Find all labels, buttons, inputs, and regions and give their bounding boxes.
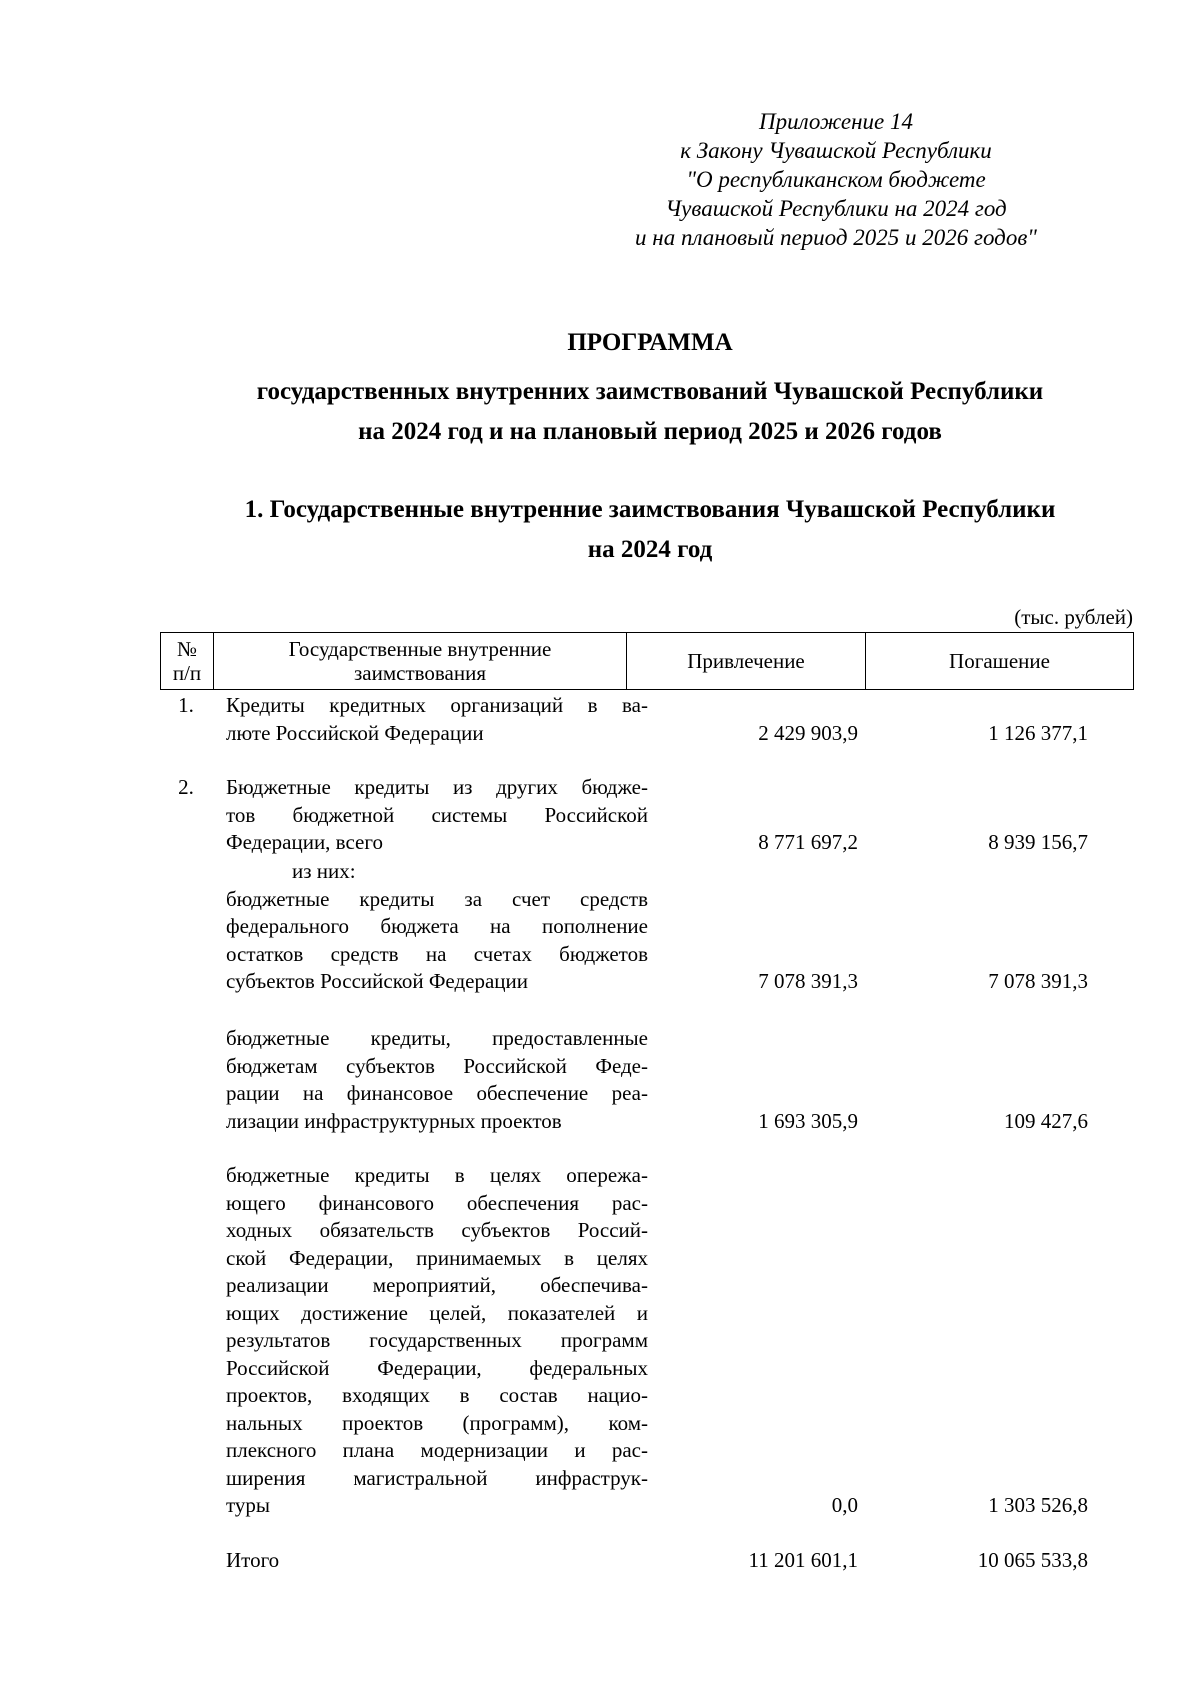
row-number: 1. [178,693,194,717]
header-name [214,633,627,690]
appendix-line: и на плановый период 2025 и 2026 годов" [635,225,1037,250]
desc-line: лизации инфраструктурных проектов [226,1108,562,1133]
header-repayment: Погашение [866,633,1134,690]
repayment-value: 1 126 377,1 [988,720,1088,745]
desc-line: плексного плана модернизации и рас- [226,1438,648,1462]
unit-label: (тыс. рублей) [1014,605,1133,629]
desc-line: бюджетные кредиты за счет средств [226,886,648,911]
desc-line: туры [226,1493,271,1517]
title-line: государственных внутренних заимствований Чувашской Республики [256,378,1044,405]
appendix-line: Чувашской Республики на 2024 год [665,196,1007,221]
row-description [226,774,648,857]
title-line: ПРОГРАММА [567,329,733,356]
total-repayment: 10 065 533,8 [977,1548,1088,1572]
desc-line: остатков средств на счетах бюджетов [226,941,648,966]
desc-line: люте Российской Федерации [226,720,484,745]
header-num-line: п/п [172,661,202,685]
header-name-line: заимствования [353,661,486,685]
header-num-line: № [176,637,198,661]
title-line: на 2024 год и на плановый период 2025 и 2026 годов [358,418,942,445]
desc-line: результатов государственных программ [226,1328,648,1352]
desc-line: ской Федерации, принимаемых в целях [226,1245,648,1270]
repayment-value: 8 939 156,7 [988,830,1088,854]
header-name-line: Государственные внутренние [288,637,552,661]
desc-line: ходных обязательств субъектов Россий- [226,1218,648,1242]
desc-line: проектов, входящих в состав нацио- [226,1383,648,1407]
total-label: Итого [226,1548,280,1572]
desc-line: бюджетные кредиты в целях опережа- [226,1163,648,1187]
desc-line: Федерации, всего [226,830,383,854]
row-description [226,1162,648,1520]
table-body [160,692,1134,1575]
desc-line: Кредиты кредитных организаций в ва- [226,693,648,717]
attraction-value: 0,0 [831,1493,858,1517]
row-description [226,858,648,996]
repayment-value: 7 078 391,3 [988,969,1088,993]
table-row [160,774,1134,858]
row-description [226,1025,648,1135]
desc-line: бюджетам субъектов Российской Феде- [226,1053,648,1078]
table-row [160,1025,1134,1162]
section-line: на 2024 год [587,536,713,563]
appendix-line: Приложение 14 [758,109,913,134]
desc-line: Российской Федерации, федеральных [226,1355,648,1380]
attraction-value: 2 429 903,9 [758,720,858,745]
desc-line: ющего финансового обеспечения рас- [226,1190,648,1215]
desc-line: ющих достижение целей, показателей и [226,1300,648,1325]
total-row [160,1547,1134,1575]
table-row [160,1162,1134,1547]
desc-line: ширения магистральной инфраструк- [226,1465,648,1490]
desc-line: Бюджетные кредиты из других бюдже- [226,775,648,799]
total-attraction: 11 201 601,1 [748,1548,858,1572]
repayment-value: 109 427,6 [1004,1108,1088,1133]
appendix-line: "О республиканском бюджете [686,167,986,192]
section-line: 1. Государственные внутренние заимствования Чувашской Республики [244,496,1056,523]
desc-line: федерального бюджета на пополнение [226,914,648,938]
attraction-value: 7 078 391,3 [758,969,858,993]
appendix-header [560,107,1112,252]
subrow-prefix: из них: [292,859,356,883]
row-number: 2. [178,775,194,799]
table-header [160,632,1134,690]
appendix-line: к Закону Чувашской Республики [680,138,992,163]
attraction-value: 1 693 305,9 [758,1108,858,1133]
document-title [120,328,1180,452]
table-row [160,692,1134,774]
desc-line: рации на финансовое обеспечение реа- [226,1081,648,1105]
desc-line: субъектов Российской Федерации [226,969,529,993]
section-heading [120,490,1180,570]
desc-line: бюджетные кредиты, предоставленные [226,1026,648,1050]
table-row [160,858,1134,996]
header-attraction: Привлечение [627,633,866,690]
desc-line: реализации мероприятий, обеспечива- [226,1273,648,1297]
repayment-value: 1 303 526,8 [988,1493,1088,1517]
desc-line: тов бюджетной системы Российской [226,802,648,827]
row-description [226,692,648,747]
desc-line: нальных проектов (программ), ком- [226,1410,648,1435]
attraction-value: 8 771 697,2 [758,830,858,854]
header-num [161,633,214,690]
